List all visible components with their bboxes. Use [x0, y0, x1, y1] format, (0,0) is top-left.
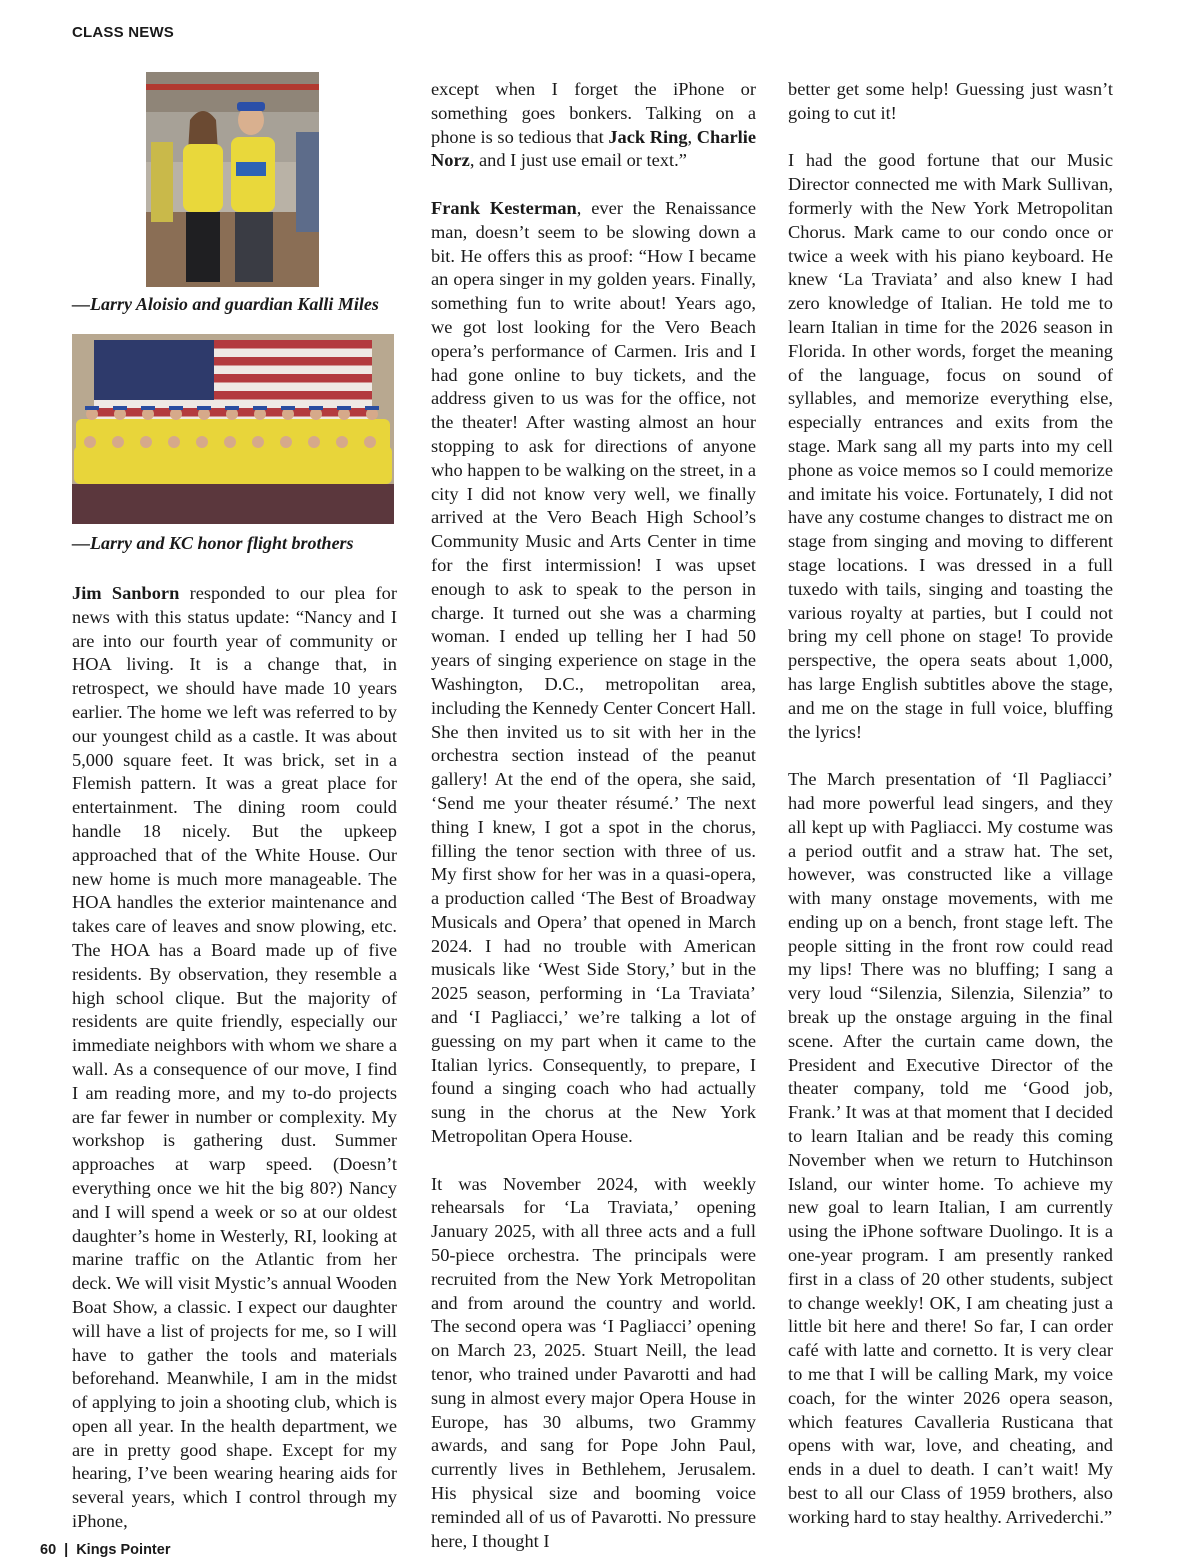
paragraph: Frank Kesterman, ever the Renaissance man, doesn’t seem to be slowing down a bit. He offers this as proof: “How I became an opera singer in my golden years. Finally, something fun to write about! Years ago, we got lost looking for the Vero Beach opera’s performance of Carmen. Iris and I had gone online to buy tickets, and the address given to us was for the office, not the theater! After wasting almost an hour stopping to ask for directions of anyone who happen to be walking on the street, in a city I did not know very well, we finally arrived at the Vero Beach High School’s Community Music and Arts Center in time for the first intermission! I was upset enough to ask to speak to the person in charge. It turned out she was a charming woman. I ended up telling her I had 50 years of singing experience on stage in the Washington, D.C., metropolitan area, including the Kennedy Center Concert Hall. She then invited us to sit with her in the orchestra section instead of the peanut gallery! At the end of the opera, she said, ‘Send me your theater résumé.’ The next thing I knew, I got a spot in the chorus, filling the tenor section with three of us. My first show for her was in a quasi-opera, a production called ‘The Best of Broadway Musicals and Opera’ that opened in March 2024. I had no trouble with American musicals like ‘West Side Story,’ but in the 2025 season, performing in ‘La Traviata’ and ‘I Pagliacci,’ we’re talking a lot of guessing on my part when it came to the Italian lyrics. Consequently, to prepare, I found a singing coach who had actually sung in the chorus at the New York Metropolitan Opera House. [431, 197, 756, 1147]
footer-separator: | [64, 1542, 69, 1558]
paragraph: The March presentation of ‘Il Pagliacci’ had more powerful lead singers, and they all kept up with Pagliacci. My costume was a period outfit and a straw hat. The set, however, was constructed like a village with many onstage movements, with me ending up on a bench, front stage left. The people sitting in the front row could read my lips! There was no bluffing; I sang a very loud “Silenzia, Silenzia, Silenzia” to break up the onstage arguing in the final scene. After the curtain came down, the President and Executive Director of the theater company, told me ‘Good job, Frank.’ It was at that moment that I decided to learn Italian and be ready this coming November when we return to Hutchinson Island, our winter home. To achieve my new goal to learn Italian, I am currently using the iPhone software Duolingo. It is a one-year program. I am presently ranked first in a class of 20 other students, subject to change weekly! OK, I am cheating just a little bit here and there! So far, I can order café with latte and cornetto. It is very clear to me that I will be calling Mark, my voice coach, for the winter 2026 opera season, which features Cavalleria Rusticana that opens with war, love, and cheating, and ends in a duel to death. I can’t wait! My best to all our Class of 1959 brothers, also working hard to stay healthy. Arrivederchi.” [788, 769, 1113, 1527]
photo-flag-group-icon [72, 334, 394, 524]
paragraph: It was November 2024, with weekly rehearsals for ‘La Traviata,’ opening January 2025, with all three acts and a full 50-piece orchestra. The principals were recruited from the New York Metropolitan and from around the country and world. The second opera was ‘I Pagliacci’ opening on March 23, 2025. Stuart Neill, the lead tenor, who trained under Pavarotti and had sung in almost every major Opera House in Europe, has 30 albums, two Grammy awards, and sang for Pope John Paul, currently lives in Bethlehem, Jerusalem. His physical size and booming voice reminded all of us of Pavarotti. No pressure here, I thought I [431, 1173, 756, 1551]
paragraph: I had the good fortune that our Music Director connected me with Mark Sullivan, formerly with the New York Metropolitan Chorus. Mark came to our condo once or twice a week with his piano keyboard. He knew ‘La Traviata’ and also knew I had zero knowledge of Italian. He told me to learn Italian in time for the 2026 season in Florida. In other words, forget the meaning of the language, focus on sound of syllables, and memorize everything else, especially entrances and exits from the stage. Mark sang all my parts into my cell phone as voice memos so I could memorize and imitate his voice. Fortunately, I did not have any costume changes to distract me on stage from singing and moving to different stage locations. I was dressed in a full tuxedo with tails, singing and toasting the various royalty at parties, but I could not bring my cell phone on stage! To provide perspective, the opera seats about 1,000, has large English subtitles above the stage, and me on the stage in full voice, bluffing the lyrics! [788, 150, 1113, 742]
page-footer [40, 1542, 170, 1558]
section-heading: CLASS NEWS [72, 24, 175, 41]
photo-gym-scene-icon [146, 72, 319, 287]
paragraph: better get some help! Guessing just wasn’t going to cut it! [788, 79, 1113, 123]
article-column-3 [788, 78, 1113, 1530]
publication-name: Kings Pointer [76, 1542, 171, 1558]
photo-larry-and-guardian [146, 72, 319, 287]
person-name: Frank Kesterman [431, 197, 577, 218]
photo-honor-flight-group [72, 334, 394, 524]
photo-caption-2: —Larry and KC honor flight brothers [72, 533, 354, 553]
paragraph: except when I forget the iPhone or something goes bonkers. Talking on a phone is so tedious that Jack Ring, Charlie Norz, and I just use email or text.” [431, 79, 756, 171]
person-name: Jack Ring [608, 126, 688, 147]
page-number: 60 [40, 1542, 57, 1558]
article-column-1 [72, 582, 397, 1534]
photo-caption-1: —Larry Aloisio and guardian Kalli Miles [72, 294, 379, 314]
article-column-2 [431, 78, 756, 1553]
paragraph: Jim Sanborn responded to our plea for news with this status update: “Nancy and I are into our fourth year of community or HOA living. It is a change that, in retrospect, we should have made 10 years earlier. The home we left was referred to by our youngest child as a castle. It was about 5,000 square feet. It was brick, set in a Flemish pattern. It was a great place for entertainment. The dining room could handle 18 nicely. But the upkeep approached that of the White House. Our new home is much more manageable. The HOA handles the exterior maintenance and takes care of leaves and snow plowing, etc. The HOA has a Board made up of five residents. By observation, they resemble a high school clique. But the majority of residents are quite friendly, especially our immediate neighbors with whom we share a wall. As a consequence of our move, I find I am reading more, and my to-do projects are far fewer in number or complexity. My workshop is gathering dust. Summer approaches at warp speed. (Doesn’t everything once we hit the big 80?) Nancy and I will spend a week or so at our oldest daughter’s home in Westerly, RI, looking at marine traffic on the Atlantic from her deck. We will visit Mystic’s annual Wooden Boat Show, a classic. I expect our daughter will have a list of projects for me, so I will have to gather the tools and materials beforehand. Meanwhile, I am in the midst of applying to join a shooting club, which is open all year. In the health department, we are in pretty good shape. Except for my hearing, I’ve been wearing hearing aids for several years, which I control through my iPhone, [72, 583, 397, 1532]
person-name: Jim Sanborn [72, 583, 180, 603]
person-name: Charlie Norz [431, 126, 756, 171]
